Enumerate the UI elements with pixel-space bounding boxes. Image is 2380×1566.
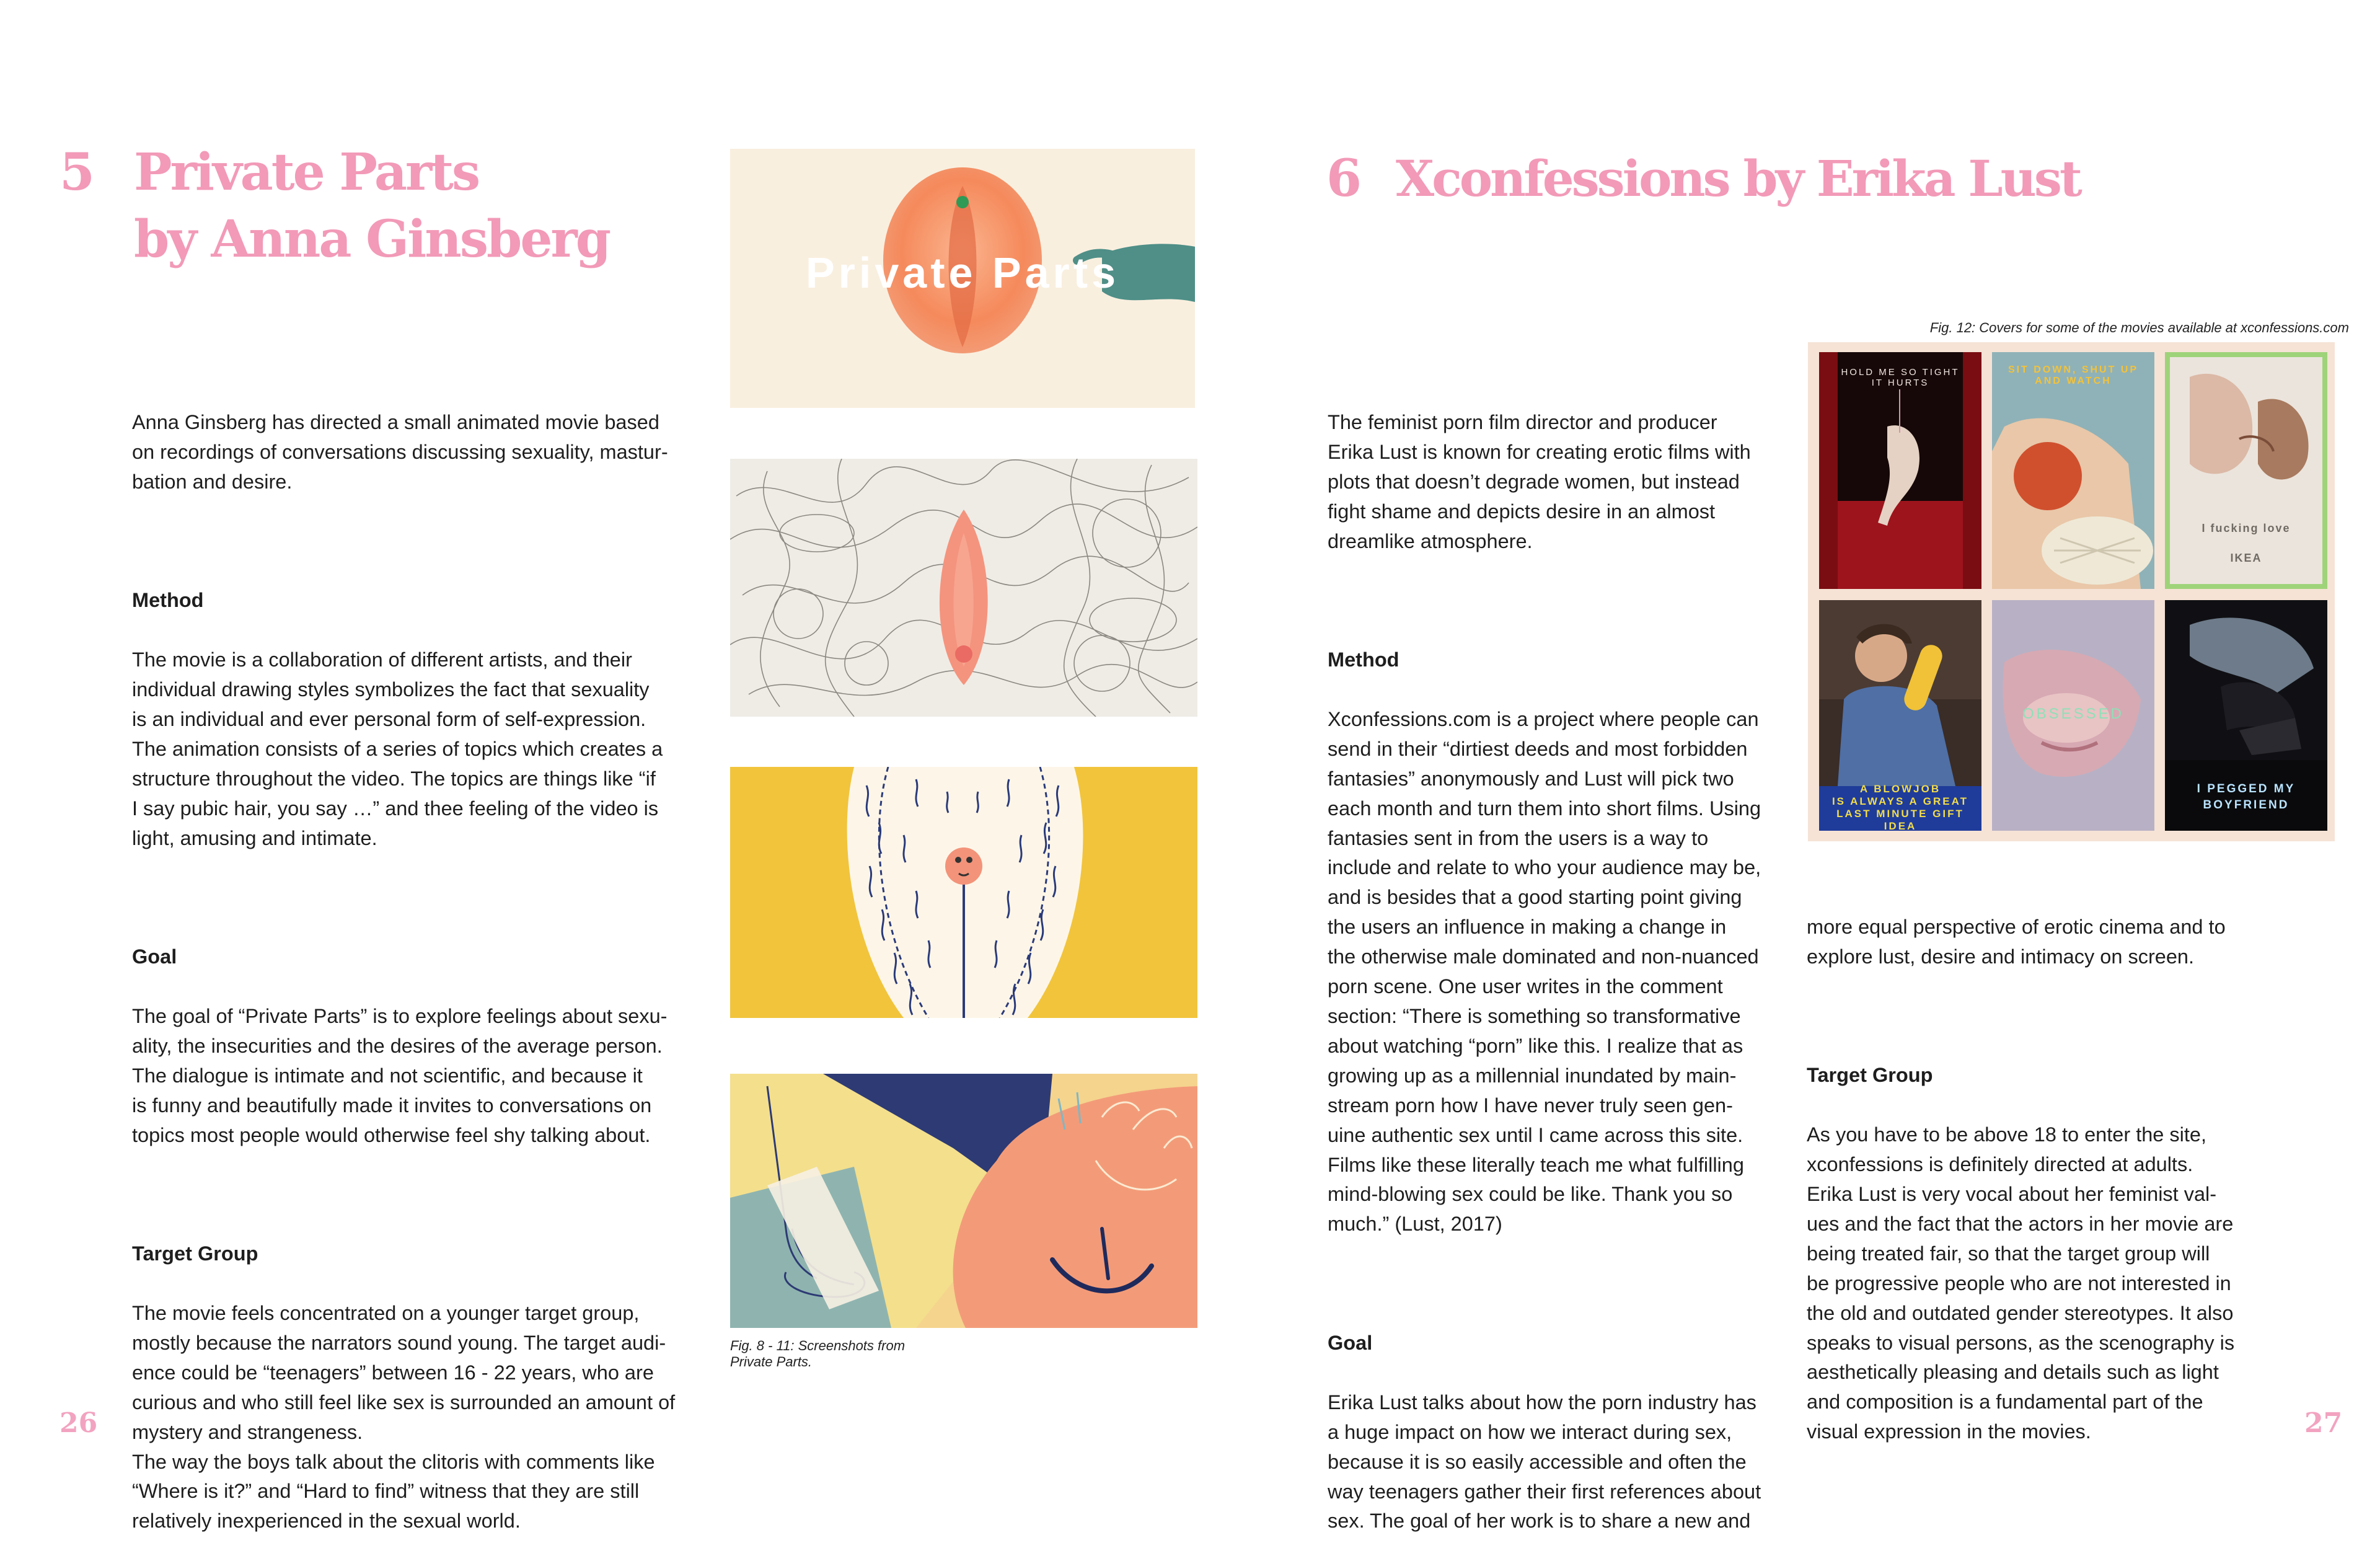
- target-group-paragraph: As you have to be above 18 to enter the site, xconfessions is definitely directed at adults. Erika Lust is very vocal about her feminist val- ues and the fact that the actors in her movie are being treated fair, so that the target group will be progressive people who are not interested in the old and outdated gender stereotypes. It also speaks to visual persons, as the scenography is aesthetically pleasing and details such as light and composition is a fundamental part of the visual expression in the movies.: [1807, 1123, 2235, 1443]
- chapter-number: 6: [1326, 149, 1360, 208]
- right-text-column-2: [1807, 883, 2296, 1477]
- poster-title-bottom: I PEGGED MY BOYFRIEND: [2197, 782, 2296, 812]
- poster-ikea: [2165, 352, 2327, 589]
- page-number-right: 27: [2304, 1407, 2343, 1439]
- poster-a-blowjob: [1819, 600, 1981, 831]
- chapter-title: Xconfessions by Erika Lust: [1396, 149, 2080, 208]
- goal-heading: Goal: [132, 945, 177, 968]
- poster-sit-down-shut-up: [1992, 352, 2154, 589]
- goal-paragraph: The goal of “Private Parts” is to explore feelings about sexu- ality, the insecurities and the desires of the average person. The dialogue is intimate and not scientific, and because it is funny and beautifully made it invites to conversations on topics most people would otherwise feel shy talking about.: [132, 1005, 668, 1146]
- method-paragraph: Xconfessions.com is a project where people can send in their “dirtiest deeds and most forbidden fantasies” anonymously and Lust will pick two each month and turn them into short films. Using fantasies sent in from the users is a way to include and relate to who your audience may be, and is besides that a good starting point giving the users an influence in making a change in the otherwise male dominated and non-nuanced porn scene. One user writes in the comment section: “There is something so transformative about watching “porn” like this. I realize that as growing up as a millennial inundated by main- stream porn how I have never truly seen gen- uine authentic sex until I came across this site. Films like these literally teach me what fulfilling mind-blowing sex could be like. Thank you so much.” (Lust, 2017): [1328, 707, 1761, 1236]
- method-heading: Method: [132, 589, 204, 612]
- intro-paragraph: The feminist porn film director and producer Erika Lust is known for creating erotic films with plots that doesn’t degrade women, but instead fight shame and depicts desire in an almost dreamlike atmosphere.: [1328, 410, 1751, 552]
- film-still-yellow: [730, 767, 1197, 1018]
- fig-8-11-caption: Fig. 8 - 11: Screenshots from Private Parts.: [730, 1338, 906, 1369]
- method-paragraph: The movie is a collaboration of different artists, and their individual drawing styles symbolizes the fact that sexuality is an individual and ever personal form of self-expression. The animation consists of a series of topics which creates a structure throughout the video. The topics are things like “if I say pubic hair, you say …” and thee feeling of the video is light, amusing and intimate.: [132, 648, 663, 849]
- poster-grid-figure: [1808, 342, 2335, 841]
- page-number-left: 26: [60, 1407, 98, 1439]
- film-still-scribbles: [730, 459, 1197, 717]
- target-group-heading: Target Group: [1807, 1064, 1933, 1087]
- poster-title-bottom: A BLOWJOB IS ALWAYS A GREAT LAST MINUTE GIFT IDEA: [1831, 783, 1969, 831]
- chapter-title-line1: Private Parts: [134, 143, 479, 202]
- target-group-heading: Target Group: [132, 1242, 258, 1265]
- poster-title-bottom: I fucking love IKEA: [2202, 522, 2291, 564]
- film-still-geometric: [730, 1074, 1197, 1328]
- goal-paragraph: Erika Lust talks about how the porn industry has a huge impact on how we interact during sex, because it is so easily accessible and often the way teenagers gather their first references about sex. The goal of her work is to share a new and: [1328, 1391, 1761, 1533]
- target-group-paragraph: The movie feels concentrated on a younger target group, mostly because the narrators sound young. The target audi- ence could be “teenagers” between 16 - 22 years, who are curious and who still feel like sex is surrounded an amount of mystery and strangeness. The way the boys talk about the clitoris with comments like “Where is it?” and “Hard to find” witness that they are still relatively inexperienced in the sexual world.: [132, 1302, 676, 1533]
- poster-hold-me-so-tight: [1819, 352, 1981, 589]
- goal-heading: Goal: [1328, 1331, 1373, 1354]
- intro-paragraph: Anna Ginsberg has directed a small animated movie based on recordings of conversations discussing sexuality, mastur- bation and desire.: [132, 410, 668, 493]
- right-text-column-1: [1328, 378, 1811, 1566]
- goal-paragraph-continued: more equal perspective of erotic cinema and to explore lust, desire and intimacy on screen.: [1807, 915, 2226, 968]
- poster-title-top: HOLD ME SO TIGHT IT HURTS: [1841, 367, 1960, 388]
- poster-i-pegged-my-boyfriend: [2165, 600, 2327, 831]
- method-heading: Method: [1328, 648, 1399, 671]
- poster-title-top: SIT DOWN, SHUT UP AND WATCH: [2008, 365, 2139, 386]
- poster-title-bottom: OBSESSED: [2022, 706, 2125, 722]
- chapter-title-line2: by Anna Ginsberg: [134, 210, 610, 269]
- film-still-title-card: [730, 149, 1195, 408]
- left-text-column: [132, 378, 715, 1566]
- still-title-text: Private Parts: [805, 249, 1120, 297]
- fig-12-caption: Fig. 12: Covers for some of the movies available at xconfessions.com: [1929, 320, 2349, 335]
- poster-obsessed: [1992, 600, 2154, 831]
- chapter-number: 5: [60, 143, 94, 202]
